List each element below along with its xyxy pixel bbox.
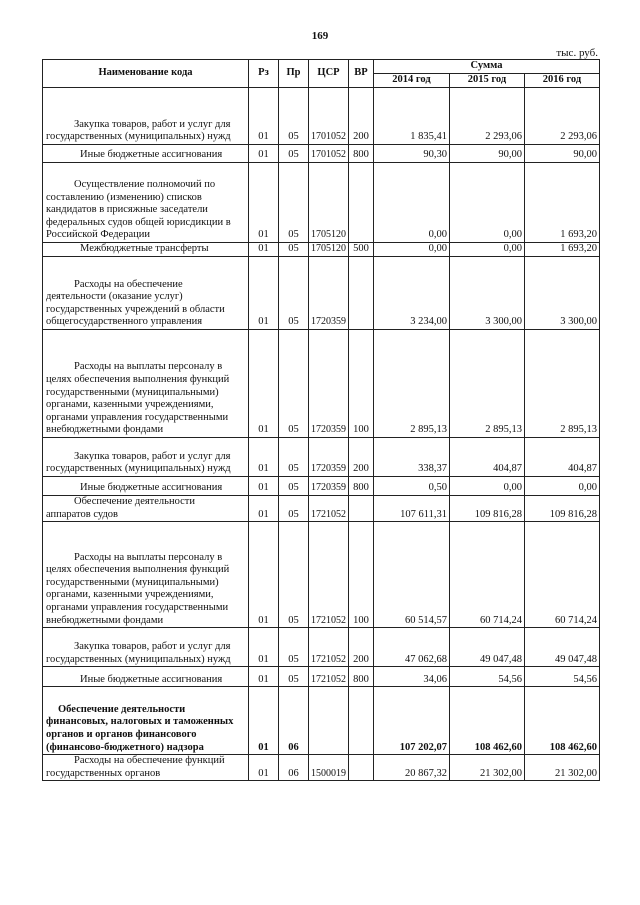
row-value-2015: 49 047,48 [450,628,525,667]
row-value-2015: 2 895,13 [450,330,525,438]
row-vr: 100 [349,330,374,438]
row-value-2015: 21 302,00 [450,755,525,781]
table-row [43,755,600,781]
row-csr: 1705120 [309,243,349,257]
row-rz: 01 [249,163,279,243]
row-name-line: государственными (муниципальными) [46,576,219,588]
row-pr: 06 [279,687,309,755]
row-vr [349,755,374,781]
row-value-2014: 34,06 [374,667,450,687]
row-name-line: государственных учреждений в области [46,303,225,315]
table-row [43,163,600,243]
row-name-line: целях обеспечения выполнения функций [46,374,230,386]
row-name-line: составлению (изменению) списков [46,191,202,203]
row-name-line: Иные бюджетные ассигнования [80,149,223,161]
row-name-line: Иные бюджетные ассигнования [80,673,223,685]
header-rz: Рз [249,60,279,88]
row-name-line: кандидатов в присяжные заседатели [46,204,208,216]
row-name [43,330,249,438]
row-rz: 01 [249,330,279,438]
units-label: тыс. руб. [556,47,598,59]
row-csr: 1721052 [309,496,349,522]
table-row [43,667,600,687]
row-rz: 01 [249,257,279,330]
row-value-2016: 21 302,00 [525,755,600,781]
row-value-2016: 2 293,06 [525,88,600,145]
page-number: 169 [311,30,329,42]
row-name-line: финансовых, налоговых и таможенных [46,716,234,728]
header-sum: Сумма [374,60,600,74]
table-row [43,438,600,477]
row-name-line: деятельности (оказание услуг) [46,291,183,303]
row-name-line: федеральных судов общей юрисдикции в [46,216,231,228]
row-pr: 05 [279,330,309,438]
row-value-2016: 0,00 [525,477,600,496]
row-pr: 05 [279,257,309,330]
row-pr: 05 [279,667,309,687]
row-vr: 200 [349,628,374,667]
row-name-line: внебюджетными фондами [46,424,164,436]
row-name [43,755,249,781]
row-vr [349,687,374,755]
row-value-2016: 49 047,48 [525,628,600,667]
row-value-2015: 404,87 [450,438,525,477]
row-value-2014: 107 202,07 [374,687,450,755]
row-value-2014: 0,00 [374,243,450,257]
row-csr: 1701052 [309,145,349,163]
row-value-2014: 0,50 [374,477,450,496]
row-csr: 1720359 [309,330,349,438]
row-value-2016: 1 693,20 [525,243,600,257]
row-name-line: государственных (муниципальных) нужд [46,131,231,143]
row-name-line: Закупка товаров, работ и услуг для [74,450,231,462]
row-value-2016: 2 895,13 [525,330,600,438]
table-row [43,145,600,163]
row-pr: 06 [279,755,309,781]
row-name-line: внебюджетными фондами [46,614,164,626]
row-name-line: Иные бюджетные ассигнования [80,482,223,494]
row-csr: 1721052 [309,628,349,667]
row-value-2016: 3 300,00 [525,257,600,330]
row-value-2014: 338,37 [374,438,450,477]
row-csr: 1705120 [309,163,349,243]
row-name-line: аппаратов судов [46,508,119,520]
row-value-2016: 90,00 [525,145,600,163]
row-name-line: органами, казенными учреждениями, [46,399,214,411]
row-pr: 05 [279,522,309,628]
table-row [43,687,600,755]
row-name-line: Обеспечение деятельности [58,703,186,715]
header-vr: ВР [349,60,374,88]
row-name-line: Межбюджетные трансферты [80,243,209,255]
row-value-2014: 0,00 [374,163,450,243]
row-name-line: Расходы на обеспечение функций [74,755,225,767]
row-csr [309,687,349,755]
row-value-2015: 3 300,00 [450,257,525,330]
row-name [43,438,249,477]
row-name-line: государственными (муниципальными) [46,386,219,398]
row-csr: 1701052 [309,88,349,145]
row-value-2014: 107 611,31 [374,496,450,522]
row-rz: 01 [249,88,279,145]
row-value-2015: 54,56 [450,667,525,687]
row-name [43,145,249,163]
table-row [43,477,600,496]
row-rz: 01 [249,755,279,781]
row-name-line: государственных (муниципальных) нужд [46,463,231,475]
row-vr [349,257,374,330]
row-name-line: органами управления государственными [46,602,229,613]
header-year-2016: 2016 год [525,74,600,88]
row-name-line: Закупка товаров, работ и услуг для [74,118,231,130]
row-vr [349,496,374,522]
row-value-2016: 109 816,28 [525,496,600,522]
row-name-line: органами, казенными учреждениями, [46,589,214,601]
header-csr: ЦСР [309,60,349,88]
row-pr: 05 [279,163,309,243]
row-rz: 01 [249,145,279,163]
row-name [43,628,249,667]
row-rz: 01 [249,477,279,496]
row-vr: 800 [349,477,374,496]
row-pr: 05 [279,145,309,163]
row-vr [349,163,374,243]
table-row [43,257,600,330]
row-name [43,477,249,496]
row-value-2015: 109 816,28 [450,496,525,522]
row-name-line: целях обеспечения выполнения функций [46,564,230,576]
row-value-2014: 90,30 [374,145,450,163]
row-pr: 05 [279,438,309,477]
row-rz: 01 [249,522,279,628]
table-row [43,628,600,667]
row-vr: 500 [349,243,374,257]
row-name-line: Российской Федерации [46,229,150,241]
row-value-2015: 108 462,60 [450,687,525,755]
row-value-2016: 1 693,20 [525,163,600,243]
row-value-2016: 60 714,24 [525,522,600,628]
row-name-line: органов и органов финансового [46,729,197,740]
row-name-line: Расходы на обеспечение [74,278,183,290]
row-value-2014: 3 234,00 [374,257,450,330]
row-vr: 200 [349,88,374,145]
row-value-2016: 108 462,60 [525,687,600,755]
row-value-2015: 90,00 [450,145,525,163]
row-name [43,496,249,522]
table-row [43,496,600,522]
row-name-line: государственных органов [46,767,161,779]
table-body [43,88,600,781]
row-vr: 100 [349,522,374,628]
row-value-2015: 0,00 [450,243,525,257]
row-value-2015: 0,00 [450,163,525,243]
row-pr: 05 [279,628,309,667]
header-year-2014: 2014 год [374,74,450,88]
budget-table [42,59,600,781]
row-name [43,163,249,243]
row-csr: 1720359 [309,257,349,330]
row-name-line: Обеспечение деятельности [74,496,195,507]
row-name-line: общегосударственного управления [46,316,203,328]
row-pr: 05 [279,243,309,257]
row-value-2016: 404,87 [525,438,600,477]
row-csr: 1721052 [309,522,349,628]
row-value-2014: 60 514,57 [374,522,450,628]
row-name-line: Расходы на выплаты персоналу в [74,551,223,563]
row-name [43,243,249,257]
row-name [43,667,249,687]
row-value-2014: 2 895,13 [374,330,450,438]
row-csr: 1720359 [309,438,349,477]
row-name-line: органами управления государственными [46,411,229,423]
row-rz: 01 [249,628,279,667]
header-year-2015: 2015 год [450,74,525,88]
table-row [43,522,600,628]
row-rz: 01 [249,667,279,687]
row-name [43,88,249,145]
row-name-line: (финансово-бюджетного) надзора [46,741,204,753]
table-row [43,243,600,257]
row-value-2015: 60 714,24 [450,522,525,628]
row-vr: 800 [349,667,374,687]
row-rz: 01 [249,243,279,257]
row-value-2016: 54,56 [525,667,600,687]
table-row [43,88,600,145]
header-name: Наименование кода [43,60,249,88]
row-name-line: Осуществление полномочий по [74,179,216,191]
row-pr: 05 [279,477,309,496]
row-csr: 1500019 [309,755,349,781]
row-name [43,257,249,330]
row-vr: 800 [349,145,374,163]
row-vr: 200 [349,438,374,477]
row-csr: 1720359 [309,477,349,496]
row-value-2015: 2 293,06 [450,88,525,145]
row-value-2015: 0,00 [450,477,525,496]
row-name-line: Расходы на выплаты персоналу в [74,361,223,373]
row-name [43,522,249,628]
row-value-2014: 47 062,68 [374,628,450,667]
header-pr: Пр [279,60,309,88]
row-pr: 05 [279,88,309,145]
row-value-2014: 20 867,32 [374,755,450,781]
row-value-2014: 1 835,41 [374,88,450,145]
row-rz: 01 [249,496,279,522]
row-name-line: Закупка товаров, работ и услуг для [74,641,231,652]
row-rz: 01 [249,687,279,755]
row-rz: 01 [249,438,279,477]
row-name [43,687,249,755]
row-name-line: государственных (муниципальных) нужд [46,653,231,665]
table-row [43,330,600,438]
row-pr: 05 [279,496,309,522]
row-csr: 1721052 [309,667,349,687]
